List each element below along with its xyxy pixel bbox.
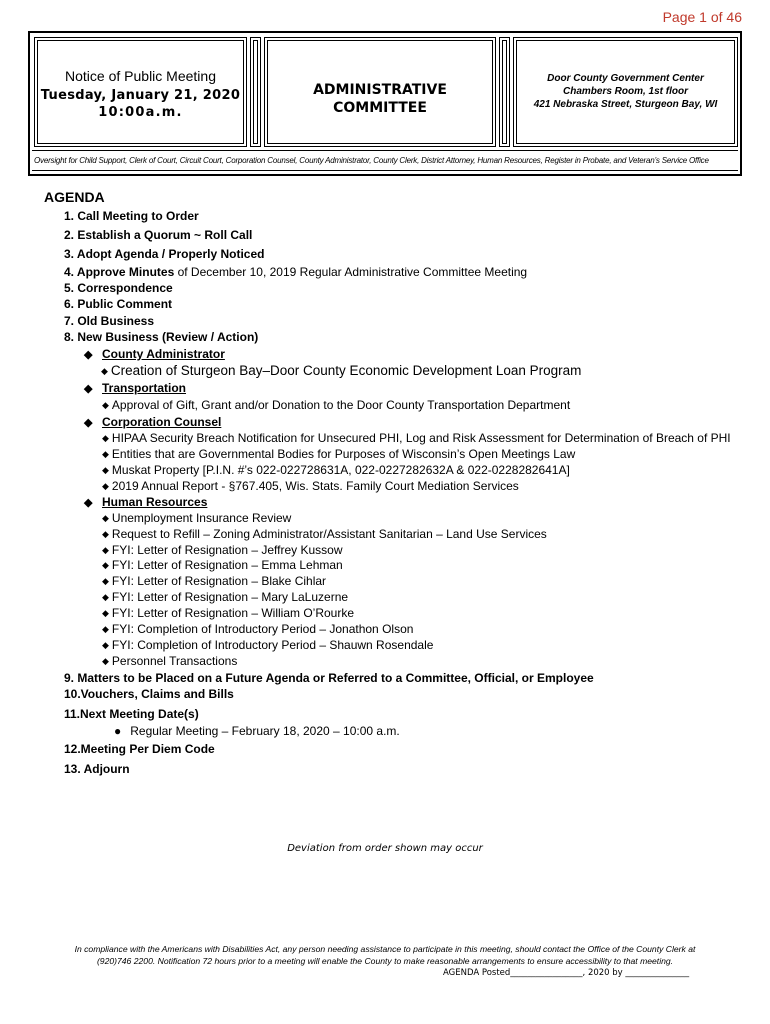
- agenda-item: 3. Adopt Agenda / Properly Noticed: [64, 247, 265, 261]
- agenda-item: [64, 265, 527, 279]
- diamond-bullet-icon: ◆: [102, 400, 109, 411]
- sub-item: ● Regular Meeting – February 18, 2020 – 10:00 a.m.: [114, 724, 400, 738]
- page-number: Page 1 of 46: [662, 9, 742, 25]
- location-line3: 421 Nebraska Street, Sturgeon Bay, WI: [533, 99, 718, 110]
- diamond-bullet-icon: ◆: [102, 560, 109, 571]
- committee-title-line2: COMMITTEE: [333, 100, 427, 116]
- agenda-item: 1. Call Meeting to Order: [64, 209, 199, 223]
- ada-notice-line1: In compliance with the Americans with Disabilities Act, any person needing assistance to participate in this meeting, should contact the Office of the County Clerk at: [74, 944, 696, 954]
- sub-item: ◆ Personnel Transactions: [102, 654, 238, 668]
- agenda-item: 12.Meeting Per Diem Code: [64, 742, 215, 756]
- agenda-item: 7. Old Business: [64, 314, 155, 328]
- location-line1: Door County Government Center: [547, 73, 704, 84]
- diamond-bullet-icon: ◆: [84, 349, 93, 361]
- section-heading: County Administrator: [102, 347, 225, 361]
- sub-item: ◆ FYI: Letter of Resignation – Emma Lehman: [102, 558, 343, 572]
- diamond-bullet-icon: ◆: [102, 545, 109, 556]
- sub-item: ◆ Creation of Sturgeon Bay–Door County Economic Development Loan Program: [101, 363, 582, 378]
- section-heading: Transportation: [102, 381, 187, 395]
- section-transportation: [84, 381, 92, 395]
- sub-item: ◆ Request to Refill – Zoning Administrator/Assistant Sanitarian – Land Use Services: [102, 527, 547, 541]
- sub-item: ◆ FYI: Letter of Resignation – William O’Rourke: [102, 606, 355, 620]
- meeting-time: 10:00a.m.: [98, 105, 183, 120]
- notice-box: [34, 37, 247, 147]
- section-heading: Human Resources: [102, 495, 208, 509]
- diamond-bullet-icon: ◆: [102, 608, 109, 619]
- ada-notice-line2: (920)746 2200. Notification 72 hours prior to a meeting will enable the County to make reasonable arrangements to ensure accessibility to that meeting.: [96, 956, 674, 966]
- header-divider: [250, 37, 261, 147]
- committee-box: [264, 37, 496, 147]
- sub-item: ◆ 2019 Annual Report - §767.405, Wis. Stats. Family Court Mediation Services: [102, 479, 519, 493]
- meeting-date: Tuesday, January 21, 2020: [40, 88, 241, 103]
- header-divider: [499, 37, 510, 147]
- agenda-item: 8. New Business (Review / Action): [64, 330, 259, 344]
- agenda-item-detail: of December 10, 2019 Regular Administrative Committee Meeting: [174, 265, 528, 279]
- header-rule: [32, 170, 738, 171]
- diamond-bullet-icon: ◆: [102, 576, 109, 587]
- diamond-bullet-icon: ◆: [102, 513, 109, 524]
- agenda-item: 5. Correspondence: [64, 281, 173, 295]
- diamond-bullet-icon: ◆: [102, 624, 109, 635]
- sub-item: ◆ FYI: Letter of Resignation – Jeffrey Kussow: [102, 543, 343, 557]
- diamond-bullet-icon: ◆: [102, 433, 109, 444]
- agenda-posted-line: AGENDA Posted_________________, 2020 by _______________: [443, 968, 690, 978]
- meeting-header: [28, 31, 742, 176]
- diamond-bullet-icon: ◆: [102, 640, 109, 651]
- agenda-heading: AGENDA: [44, 189, 105, 205]
- header-rule: [32, 150, 738, 151]
- sub-item: ◆ Approval of Gift, Grant and/or Donation to the Door County Transportation Department: [102, 398, 571, 412]
- section-corp-counsel: [84, 415, 92, 429]
- agenda-item-label: 4. Approve Minutes: [64, 265, 175, 279]
- sub-item: ◆ HIPAA Security Breach Notification for Unsecured PHI, Log and Risk Assessment for Determination of Breach of PHI: [102, 431, 731, 445]
- agenda-item: 6. Public Comment: [64, 297, 173, 311]
- round-bullet-icon: ●: [114, 724, 122, 738]
- diamond-bullet-icon: ◆: [102, 481, 109, 492]
- location-line2: Chambers Room, 1st floor: [562, 86, 689, 97]
- sub-item: ◆ FYI: Letter of Resignation – Mary LaLuzerne: [102, 590, 349, 604]
- section-hr: [84, 495, 92, 509]
- agenda-item: 2. Establish a Quorum ~ Roll Call: [64, 228, 253, 242]
- sub-item: ◆ FYI: Completion of Introductory Period – Shauwn Rosendale: [102, 638, 434, 652]
- diamond-bullet-icon: ◆: [102, 449, 109, 460]
- sub-item: ◆ FYI: Letter of Resignation – Blake Cihlar: [102, 574, 327, 588]
- agenda-item: 9. Matters to be Placed on a Future Agenda or Referred to a Committee, Official, or Employee: [64, 671, 594, 685]
- location-box: [513, 37, 738, 147]
- section-county-admin: [84, 347, 92, 361]
- diamond-bullet-icon: ◆: [102, 656, 109, 667]
- diamond-bullet-icon: ◆: [84, 383, 93, 395]
- diamond-bullet-icon: ◆: [102, 592, 109, 603]
- sub-item: ◆ Unemployment Insurance Review: [102, 511, 292, 525]
- diamond-bullet-icon: ◆: [84, 417, 93, 429]
- agenda-item: 13. Adjourn: [64, 762, 130, 776]
- committee-title: [265, 81, 495, 117]
- sub-item: ◆ FYI: Completion of Introductory Period – Jonathon Olson: [102, 622, 414, 636]
- diamond-bullet-icon: ◆: [101, 365, 108, 376]
- section-heading: Corporation Counsel: [102, 415, 222, 429]
- diamond-bullet-icon: ◆: [102, 465, 109, 476]
- oversight-line: Oversight for Child Support, Clerk of Court, Circuit Court, Corporation Counsel, County Administrator, County Clerk, District Attorney, Human Resources, Register in Probate, and Veteran’s Service Office: [34, 156, 709, 165]
- sub-item: ◆ Muskat Property [P.I.N. #’s 022-022728631A, 022-0227282632A & 022-0228282641A]: [102, 463, 570, 477]
- agenda-item: 10.Vouchers, Claims and Bills: [64, 687, 234, 701]
- diamond-bullet-icon: ◆: [84, 497, 93, 509]
- agenda-item: 11.Next Meeting Date(s): [64, 707, 199, 721]
- deviation-note: Deviation from order shown may occur: [287, 843, 483, 854]
- committee-title-line1: ADMINISTRATIVE: [313, 82, 447, 98]
- notice-title: Notice of Public Meeting: [65, 68, 216, 84]
- sub-item: ◆ Entities that are Governmental Bodies for Purposes of Wisconsin’s Open Meetings Law: [102, 447, 576, 461]
- diamond-bullet-icon: ◆: [102, 529, 109, 540]
